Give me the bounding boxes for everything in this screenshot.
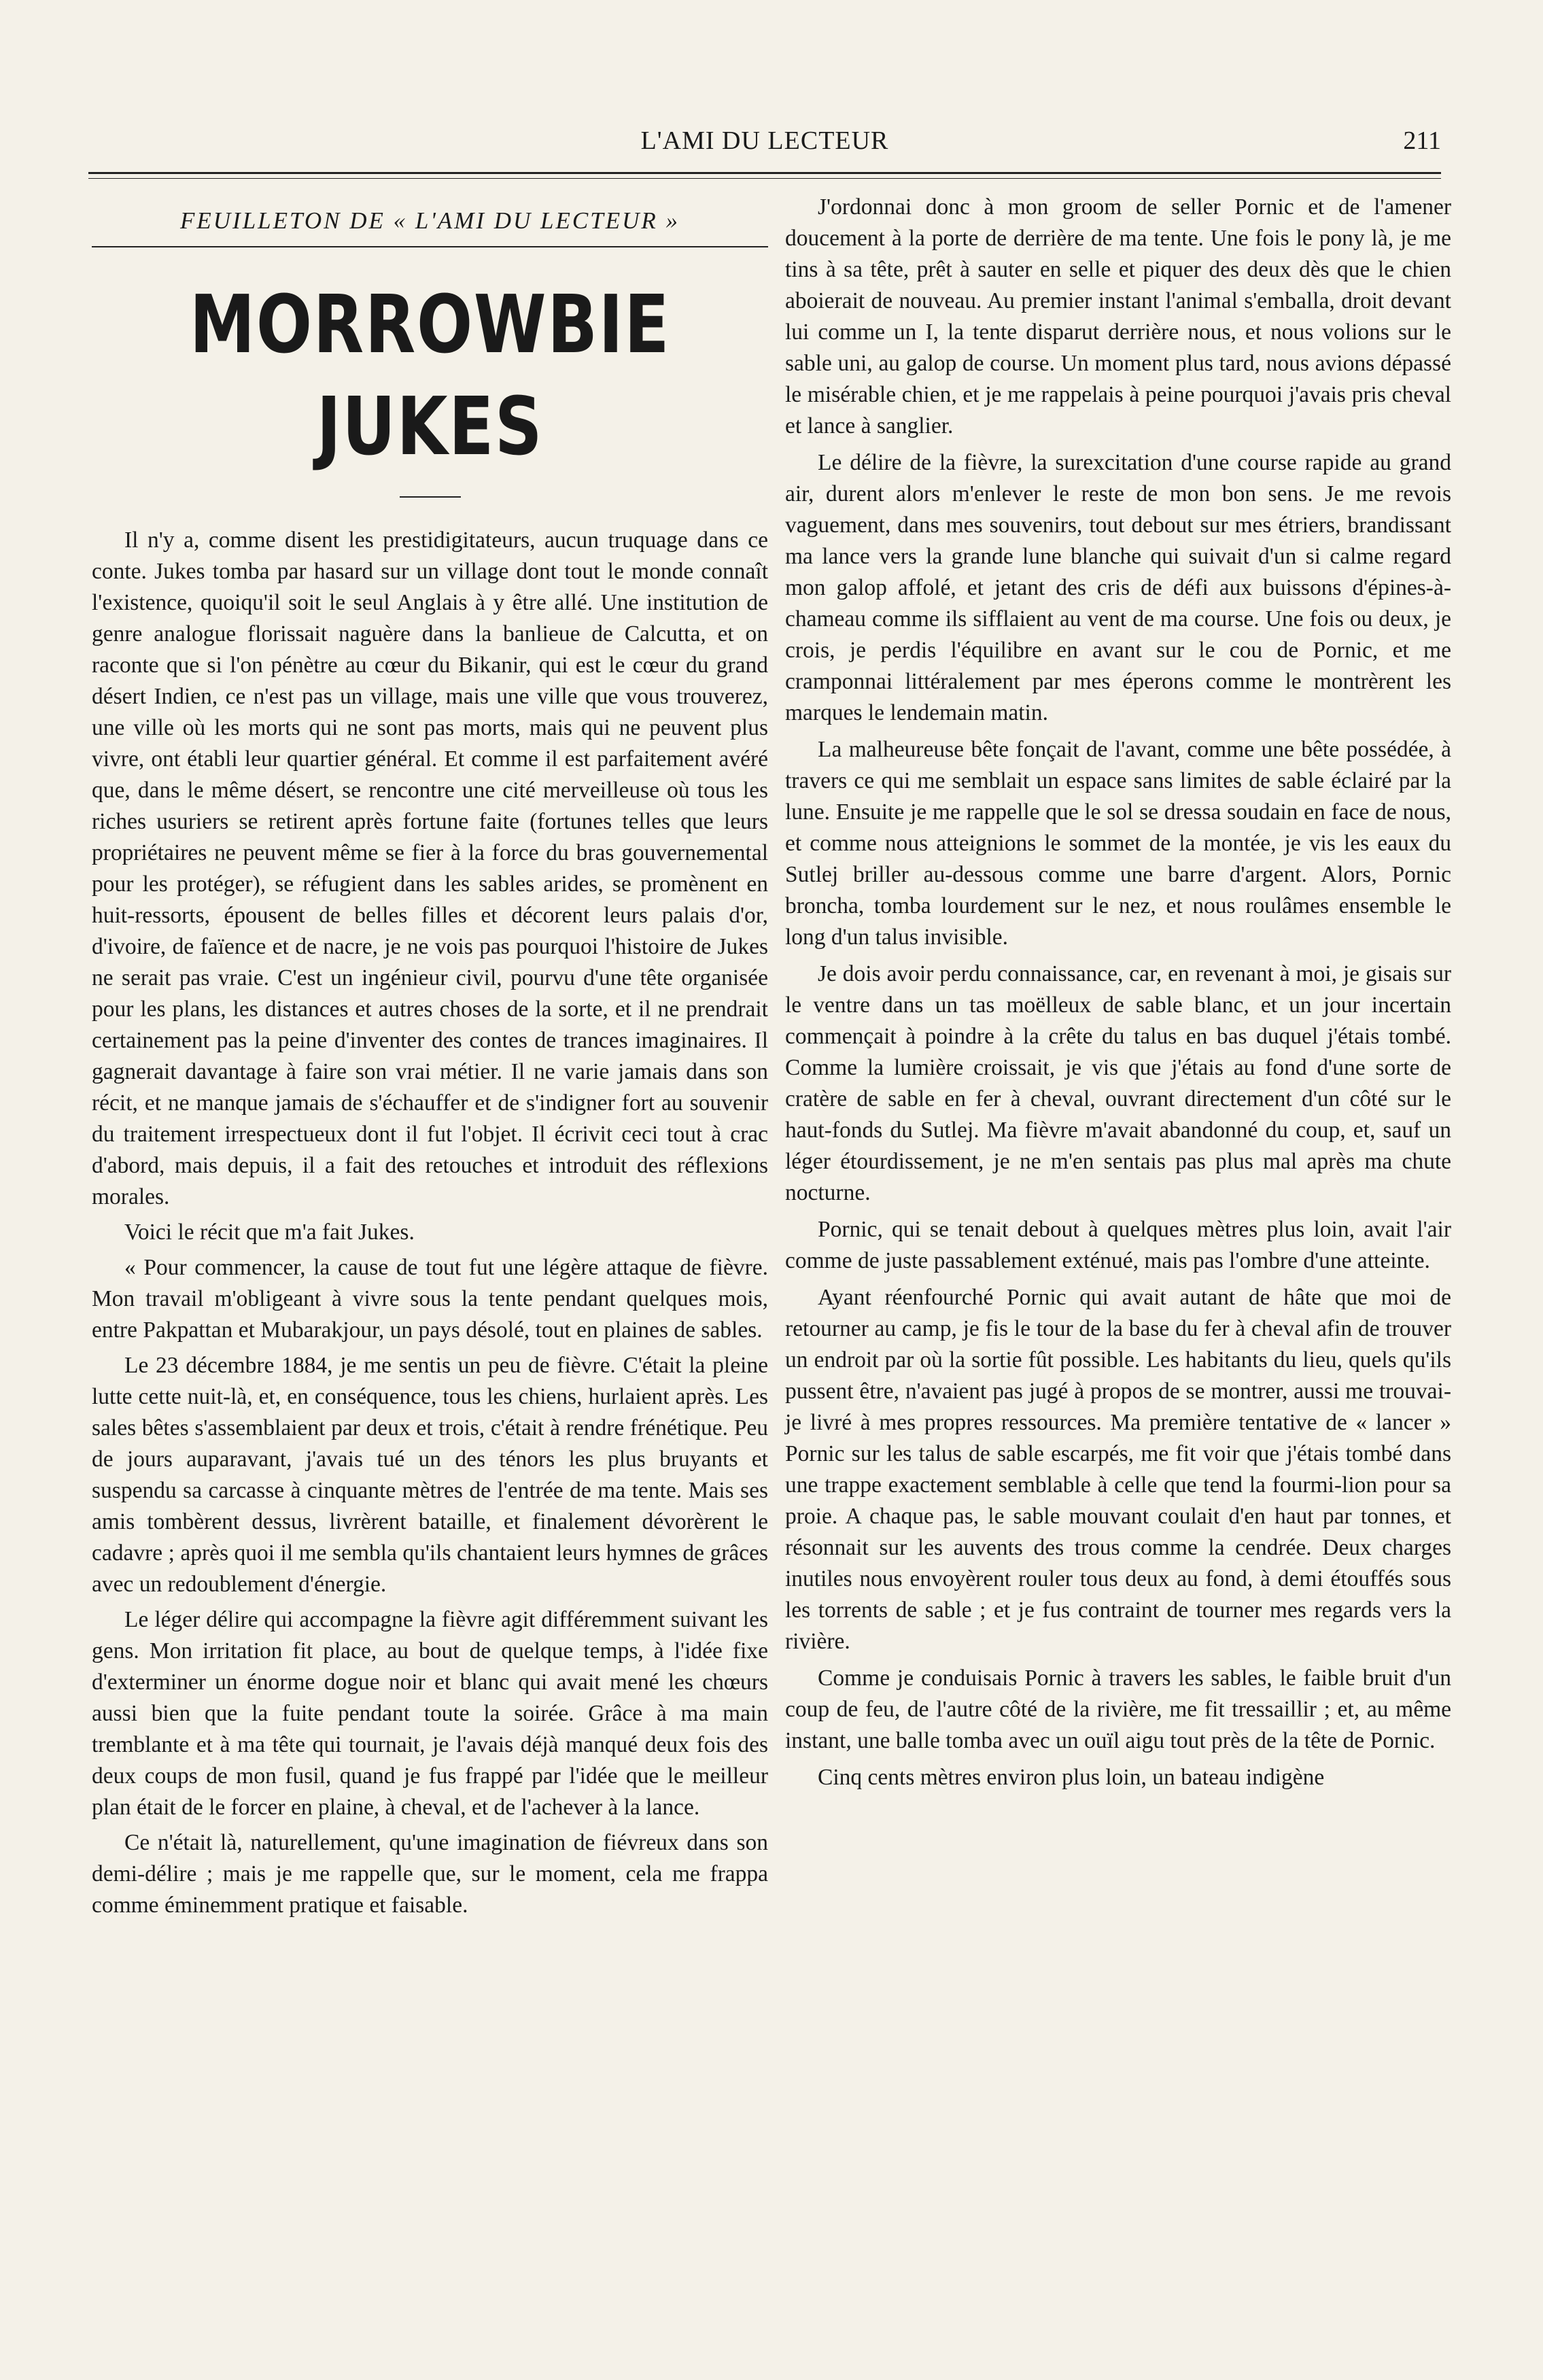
header-rule-thick	[88, 172, 1441, 174]
left-column	[92, 190, 768, 1925]
paragraph: Comme je conduisais Pornic à travers les sables, le faible bruit d'un coup de feu, de l'autre côté de la rivière, me fit tressaillir ; et, au même instant, une balle tomba avec un ouïl aigu tout près de la tête de Pornic.	[785, 1666, 1451, 1753]
paragraph: Il n'y a, comme disent les prestidigitateurs, aucun truquage dans ce conte. Jukes tomba par hasard sur un village dont tout le monde connaît l'existence, quoiqu'il soit le seul Anglais à y être allé. Une institution de genre analogue florissait naguère dans la banlieue de Calcutta, et on raconte que si l'on pénètre au cœur du Bikanir, qui est le cœur du grand désert Indien, ce n'est pas un village, mais une ville que vous trouverez, une ville où les morts qui ne sont pas morts, mais qui ne peuvent plus vivre, ont établi leur quartier général. Et comme il est parfaitement avéré que, dans le même désert, se rencontre une cité merveilleuse où tous les riches usuriers se retirent après fortune faite (fortunes telles que leurs propriétaires ne peuvent même se fier à la force du bras gouvernemental pour les protéger), se réfugient dans les sables arides, se promènent en huit-ressorts, épousent de belles filles et décorent leurs palais d'or, d'ivoire, de faïence et de nacre, je ne vois pas pourquoi l'histoire de Jukes ne serait pas vraie. C'est un ingénieur civil, pourvu d'une tête organisée pour les plans, les distances et autres choses de la sorte, et il ne prendrait certainement pas la peine d'inventer des contes de trances imaginaires. Il gagnerait davantage à faire son vrai métier. Il ne varie jamais dans son récit, et ne manque jamais de s'échauffer et de s'indigner fort au souvenir du traitement irrespectueux dont il fut l'objet. Il écrivit ceci tout à crac d'abord, mais depuis, il a fait des retouches et introduit des réflexions morales.	[92, 528, 768, 1209]
feuilleton-label: FEUILLETON DE « L'AMI DU LECTEUR »	[92, 205, 768, 247]
paragraph: Ce n'était là, naturellement, qu'une imagination de fiévreux dans son demi-délire ; mais je me rappelle que, sur le moment, cela me frappa comme éminemment pratique et faisable.	[92, 1830, 768, 1918]
paragraph: Voici le récit que m'a fait Jukes.	[124, 1220, 415, 1245]
page-number: 211	[1403, 126, 1441, 155]
title-divider	[400, 496, 461, 498]
story-title: MORROWBIE JUKES	[189, 277, 671, 473]
paragraph: Cinq cents mètres environ plus loin, un bateau indigène	[818, 1765, 1325, 1790]
paragraph: Le léger délire qui accompagne la fièvre agit différemment suivant les gens. Mon irritation fit place, au bout de quelque temps, à l'idée fixe d'exterminer un énorme dogue noir et blanc qui avait mené les chœurs aussi bien que la fuite pendant toute la soirée. Grâce à ma main tremblante et à ma tête qui tournait, je l'avais déjà manqué deux fois des deux coups de mon fusil, quand je fus frappé par l'idée que le meilleur plan était de le forcer en plaine, à cheval, et de l'achever à la lance.	[92, 1607, 768, 1820]
paragraph: Pornic, qui se tenait debout à quelques mètres plus loin, avait l'air comme de juste passablement exténué, mais pas l'ombre d'une atteinte.	[785, 1217, 1451, 1273]
paragraph: Le 23 décembre 1884, je me sentis un peu de fièvre. C'était la pleine lutte cette nuit-là, et, en conséquence, tous les chiens, hurlaient après. Les sales bêtes s'assemblaient par deux et trois, c'était à rendre frénétique. Peu de jours auparavant, j'avais tué un des ténors les plus bruyants et suspendu sa carcasse à cinquante mètres de l'entrée de ma tente. Mais ses amis tombèrent dessus, livrèrent bataille, et finalement dévorèrent le cadavre ; après quoi il me sembla qu'ils chantaient leurs hymnes de grâces avec un redoublement d'énergie.	[92, 1353, 768, 1597]
paragraph: Je dois avoir perdu connaissance, car, en revenant à moi, je gisais sur le ventre dans un tas moëlleux de sable blanc, et un jour incertain commençait à poindre à la crête du talus en bas duquel j'étais tombé. Comme la lumière croissait, je vis que j'étais au fond d'une sorte de cratère de sable en fer à cheval, ouvrant directement d'un côté sur le haut-fonds du Sutlej. Ma fièvre m'avait abandonné du coup, et, sauf un léger étourdissement, je ne m'en sentais pas plus mal après ma chute nocturne.	[785, 961, 1451, 1205]
right-column	[785, 192, 1451, 1799]
paragraph: Le délire de la fièvre, la surexcitation d'une course rapide au grand air, durent alors m'enlever le reste de mon bon sens. Je me revois vaguement, dans mes souvenirs, tout debout sur mes étriers, brandissant ma lance vers la grande lune blanche qui suivait d'un si calme regard mon galop affolé, et jetant des cris de défi aux buissons d'épines-à-chameau comme ils sifflaient au vent de ma course. Une fois ou deux, je crois, je perdis l'équilibre en avant sur le cou de Pornic, et me cramponnai littéralement par mes éperons comme le montrèrent les marques le lendemain matin.	[785, 450, 1451, 725]
paragraph: J'ordonnai donc à mon groom de seller Pornic et de l'amener doucement à la porte de derrière de ma tente. Une fois le pony là, je me tins à sa tête, prêt à sauter en selle et piquer des deux dès que le chien aboierait de nouveau. Au premier instant l'animal s'emballa, droit devant lui comme un I, la tente disparut derrière nous, et nous volions sur le sable uni, au galop de course. Un moment plus tard, nous avions dépassé le misérable chien, et je me rappelais à peine pourquoi j'avais pris cheval et lance à sanglier.	[785, 194, 1451, 438]
page-header	[88, 126, 1441, 167]
header-rule-thin	[88, 178, 1441, 179]
paragraph: La malheureuse bête fonçait de l'avant, comme une bête possédée, à travers ce qui me semblait un espace sans limites de sable éclairé par la lune. Ensuite je me rappelle que le sol se dressa soudain en face de nous, et comme nous atteignions le sommet de la montée, je vis les eaux du Sutlej briller au-dessous comme une barre d'argent. Alors, Pornic broncha, tomba lourdement sur le nez, et nous roulâmes ensemble le long d'un talus invisible.	[785, 737, 1451, 950]
paragraph: « Pour commencer, la cause de tout fut une légère attaque de fièvre. Mon travail m'obligeant à vivre sous la tente pendant quelques mois, entre Pakpattan et Mubarakjour, un pays désolé, tout en plaines de sables.	[92, 1255, 768, 1343]
paragraph: Ayant réenfourché Pornic qui avait autant de hâte que moi de retourner au camp, je fis le tour de la base du fer à cheval afin de trouver un endroit par où la sortie fût possible. Les habitants du lieu, quels qu'ils pussent être, n'avaient pas jugé à propos de se montrer, aussi me trouvai-je livré à mes propres ressources. Ma première tentative de « lancer » Pornic sur les talus de sable escarpés, me fit voir que j'étais tombé dans une trappe exactement semblable à celle que tend la fourmi-lion pour sa proie. A chaque pas, le sable mouvant coulait d'en haut par tonnes, et résonnait sur les auvents des trous comme la cendrée. Deux charges inutiles nous envoyèrent rouler tous deux au fond, à demi étouffés sous les torrents de sable ; et je fus contraint de tourner mes regards vers la rivière.	[785, 1285, 1451, 1654]
running-title: L'AMI DU LECTEUR	[640, 126, 889, 155]
